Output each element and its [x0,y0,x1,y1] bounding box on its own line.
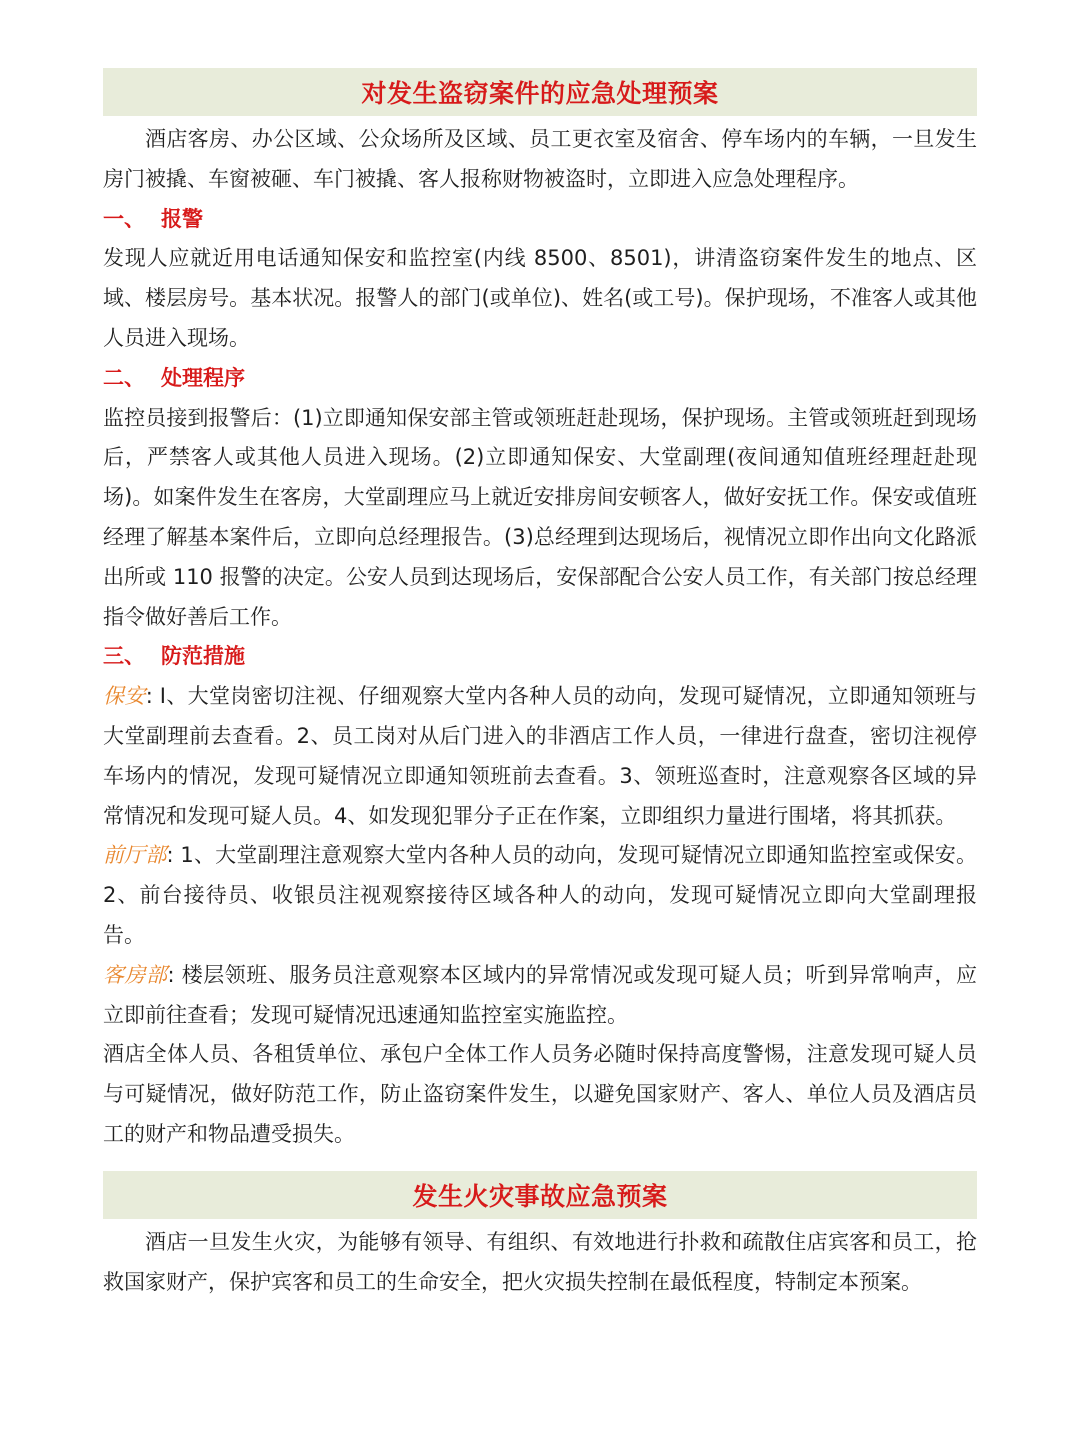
procedure-body: 监控员接到报警后：(1)立即通知保安部主管或领班赶赴现场，保护现场。主管或领班赶到现场后，严禁客人或其他人员进入现场。(2)立即通知保安、大堂副理(夜间通知值班经理赶赴现场)。如案件发生在客房，大堂副理应马上就近安排房间安顿客人，做好安抚工作。保安或值班经理了解基本案件后，立即向总经理报告。(3)总经理到达现场后，视情况立即作出向文化路派出所或 110 报警的决定。公安人员到达现场后，安保部配合公安人员工作，有关部门按总经理指令做好善后工作。 [103,405,977,629]
measure-text: : Ⅰ、大堂岗密切注视、仔细观察大堂内各种人员的动向，发现可疑情况，立即通知领班与大堂副理前去查看。2、员工岗对从后门进入的非酒店工作人员，一律进行盘查，密切注视停车场内的情况，发现可疑情况立即通知领班前去查看。3、领班巡查时，注意观察各区域的异常情况和发现可疑人员。4、如发现犯罪分子正在作案，立即组织力量进行围堵，将其抓获。 [103,684,977,828]
section1-intro: 酒店客房、办公区域、公众场所及区域、员工更衣室及宿舍、停车场内的车辆，一旦发生房门被撬、车窗被砸、车门被撬、客人报称财物被盗时，立即进入应急处理程序。 [103,127,977,191]
section2-intro: 酒店一旦发生火灾，为能够有领导、有组织、有效地进行扑救和疏散住店宾客和员工，抢救国家财产，保护宾客和员工的生命安全，把火灾损失控制在最低程度，特制定本预案。 [103,1229,977,1294]
heading-label: 报警 [161,206,203,231]
section2-title-bar [103,1171,977,1219]
section1-title-bar [103,68,977,116]
measure-security [103,677,977,836]
dept-label-front-office: 前厅部 [103,843,167,868]
section2-title: 发生火灾事故应急预案 [412,1181,668,1211]
dept-label-security: 保安 [103,684,146,709]
heading-label: 处理程序 [161,365,245,390]
measure-housekeeping [103,956,977,1036]
report-body: 发现人应就近用电话通知保安和监控室(内线 8500、8501)，讲清盗窃案件发生的地点、区域、楼层房号。基本状况。报警人的部门(或单位)、姓名(或工号)。保护现场，不准客人或其他人员进入现场。 [103,246,977,350]
heading-prevention [103,637,977,677]
heading-number: 一、 [103,206,145,231]
heading-label: 防范措施 [161,644,245,669]
measure-front-office [103,836,977,955]
heading-report [103,200,977,240]
measure-text: : 1、大堂副理注意观察大堂内各种人员的动向，发现可疑情况立即通知监控室或保安。2、前台接待员、收银员注视观察接待区域各种人的动向，发现可疑情况立即向大堂副理报告。 [103,843,978,947]
section1-title: 对发生盗窃案件的应急处理预案 [361,79,719,108]
heading-procedure [103,359,977,399]
closing-paragraph: 酒店全体人员、各租赁单位、承包户全体工作人员务必随时保持高度警惕，注意发现可疑人员与可疑情况，做好防范工作，防止盗窃案件发生，以避免国家财产、客人、单位人员及酒店员工的财产和物品遭受损失。 [103,1042,977,1146]
measure-text: : 楼层领班、服务员注意观察本区域内的异常情况或发现可疑人员；听到异常响声，应立即前往查看；发现可疑情况迅速通知监控室实施监控。 [103,962,978,1027]
heading-number: 三、 [103,644,145,669]
dept-label-housekeeping: 客房部 [103,962,168,987]
heading-number: 二、 [103,365,145,390]
